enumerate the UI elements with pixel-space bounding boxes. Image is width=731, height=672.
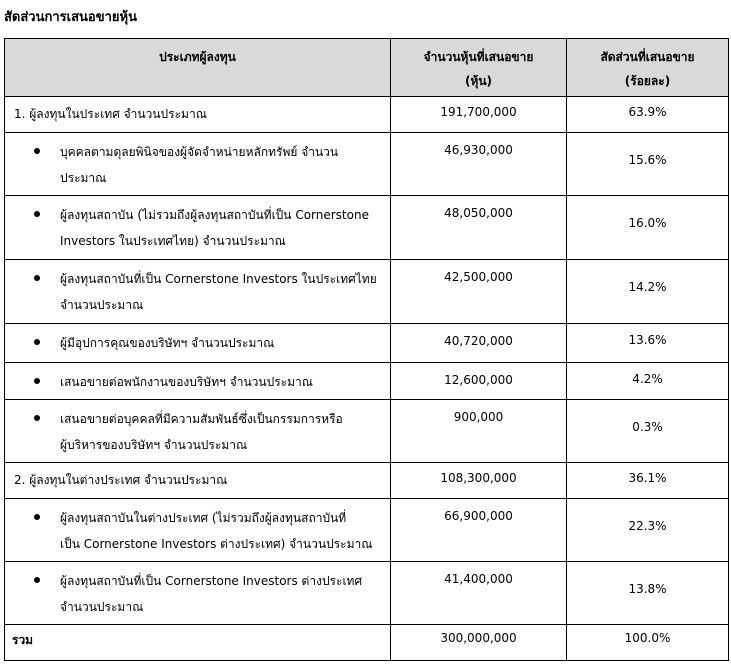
investor-label: 1. ผู้ลงทุนในประเทศ จำนวนประมาณ (14, 107, 207, 121)
investor-label-cell (5, 363, 391, 400)
bullet-icon (34, 415, 40, 421)
bullet-icon (34, 339, 40, 345)
sub-row (5, 562, 729, 625)
total-percent: 100.0% (567, 625, 729, 661)
investor-label-cell (5, 260, 391, 324)
investor-label: บุคคลตามดุลยพินิจของผู้จัดจำหน่ายหลักทรัพย์ จำนวน (60, 145, 339, 159)
investor-label-cont: ผู้บริหารของบริษัทฯ จำนวนประมาณ (60, 438, 248, 452)
bullet-icon (34, 275, 40, 281)
percent-value: 36.1% (628, 471, 667, 485)
investor-label-cont: ประมาณ (60, 171, 107, 185)
shares-value: 41,400,000 (444, 572, 513, 586)
shares-cell (391, 463, 567, 499)
shares-value: 12,600,000 (444, 373, 513, 387)
header-row (5, 39, 729, 97)
header-shares: จำนวนหุ้นที่เสนอขาย (หุ้น) (391, 39, 567, 97)
shares-value: 40,720,000 (444, 334, 513, 348)
category-row (5, 97, 729, 133)
percent-cell (567, 400, 729, 463)
percent-value: 0.3% (632, 420, 663, 434)
investor-label-cell (5, 97, 391, 133)
category-row (5, 463, 729, 499)
bullet-icon (34, 378, 40, 384)
sub-row (5, 363, 729, 400)
investor-label: ผู้ลงทุนสถาบัน (ไม่รวมถึงผู้ลงทุนสถาบันที่เป็น Cornerstone (60, 208, 369, 222)
investor-label-cont: Investors ในประเทศไทย) จำนวนประมาณ (60, 234, 286, 248)
header-investor-type: ประเภทผู้ลงทุน (5, 39, 391, 97)
allocation-table (4, 38, 729, 661)
percent-cell (567, 562, 729, 625)
shares-value: 42,500,000 (444, 270, 513, 284)
shares-cell (391, 400, 567, 463)
investor-label-cell (5, 324, 391, 363)
percent-value: 63.9% (628, 105, 667, 119)
percent-value: 15.6% (628, 153, 667, 167)
sub-row (5, 196, 729, 260)
shares-value: 191,700,000 (440, 105, 517, 119)
bullet-icon (34, 577, 40, 583)
investor-label: เสนอขายต่อบุคคลที่มีความสัมพันธ์ซึ่งเป็นกรรมการหรือ (60, 412, 343, 426)
page-title: สัดส่วนการเสนอขายหุ้น (4, 10, 137, 25)
shares-cell (391, 363, 567, 400)
investor-label-cell (5, 499, 391, 562)
percent-cell (567, 463, 729, 499)
percent-cell (567, 363, 729, 400)
investor-label: ผู้ลงทุนสถาบันในต่างประเทศ (ไม่รวมถึงผู้ลงทุนสถาบันที่ (60, 511, 347, 525)
investor-label-cont: จำนวนประมาณ (60, 298, 144, 312)
shares-value: 108,300,000 (440, 471, 517, 485)
shares-cell (391, 97, 567, 133)
shares-value: 66,900,000 (444, 509, 513, 523)
percent-cell (567, 133, 729, 196)
investor-label: เสนอขายต่อพนักงานของบริษัทฯ จำนวนประมาณ (60, 375, 313, 389)
shares-cell (391, 324, 567, 363)
percent-value: 13.8% (628, 582, 667, 596)
header-ratio: สัดส่วนที่เสนอขาย (ร้อยละ) (567, 39, 729, 97)
sub-row (5, 133, 729, 196)
investor-label-cell (5, 196, 391, 260)
shares-value: 46,930,000 (444, 143, 513, 157)
percent-cell (567, 499, 729, 562)
shares-cell (391, 562, 567, 625)
shares-value: 900,000 (453, 410, 504, 424)
bullet-icon (34, 148, 40, 154)
investor-label-cell (5, 133, 391, 196)
percent-value: 22.3% (628, 519, 667, 533)
investor-label: ผู้ลงทุนสถาบันที่เป็น Cornerstone Investors ในประเทศไทย (60, 272, 377, 286)
percent-cell (567, 97, 729, 133)
percent-value: 13.6% (628, 333, 667, 347)
investor-label-cont: เป็น Cornerstone Investors ต่างประเทศ) จำนวนประมาณ (60, 537, 373, 551)
percent-cell (567, 260, 729, 324)
investor-label-cont: จำนวนประมาณ (60, 600, 144, 614)
investor-label-cell (5, 463, 391, 499)
investor-label-cell (5, 562, 391, 625)
shares-cell (391, 260, 567, 324)
shares-cell (391, 133, 567, 196)
percent-value: 4.2% (632, 372, 663, 386)
investor-label: 2. ผู้ลงทุนในต่างประเทศ จำนวนประมาณ (14, 473, 228, 487)
percent-value: 16.0% (628, 216, 667, 230)
percent-value: 14.2% (628, 280, 667, 294)
sub-row (5, 324, 729, 363)
bullet-icon (34, 211, 40, 217)
investor-label: ผู้ลงทุนสถาบันที่เป็น Cornerstone Investors ต่างประเทศ (60, 574, 363, 588)
bullet-icon (34, 514, 40, 520)
shares-value: 48,050,000 (444, 206, 513, 220)
total-shares: 300,000,000 (391, 625, 567, 661)
shares-cell (391, 196, 567, 260)
sub-row (5, 260, 729, 324)
total-label: รวม (5, 625, 391, 661)
total-row (5, 625, 729, 661)
investor-label: ผู้มีอุปการคุณของบริษัทฯ จำนวนประมาณ (60, 336, 275, 350)
investor-label-cell (5, 400, 391, 463)
percent-cell (567, 196, 729, 260)
sub-row (5, 499, 729, 562)
shares-cell (391, 499, 567, 562)
percent-cell (567, 324, 729, 363)
sub-row (5, 400, 729, 463)
